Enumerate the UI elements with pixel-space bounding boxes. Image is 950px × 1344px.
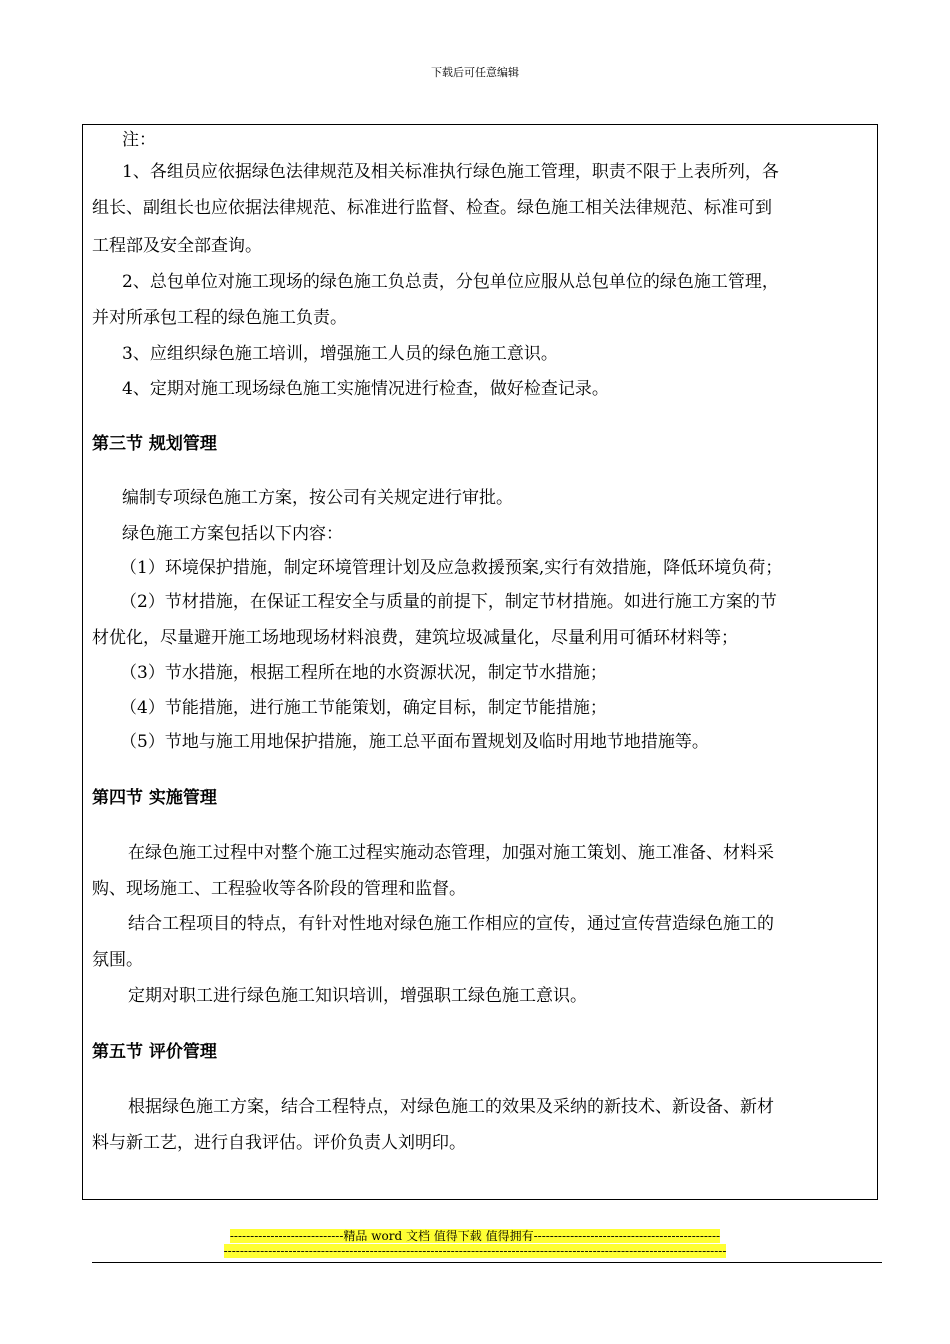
section-3-item-4: （4）节能措施，进行施工节能策划，确定目标，制定节能措施； [120,698,607,718]
section-3-paragraph-2: 绿色施工方案包括以下内容： [122,524,343,544]
section-3-heading: 第三节 规划管理 [92,434,217,454]
section-4-heading: 第四节 实施管理 [92,788,217,808]
section-5-paragraph-1-line-1: 根据绿色施工方案，结合工程特点，对绿色施工的效果及采纳的新技术、新设备、新材 [128,1097,774,1117]
note-2-line-1: 2、总包单位对施工现场的绿色施工负总责，分包单位应服从总包单位的绿色施工管理， [122,272,779,292]
section-4-paragraph-2-line-2: 氛围。 [92,950,143,970]
footer-banner-line-1: ----------------------------精品 word 文档 值得下载 值得拥有---------------------------------------------- [229,1229,721,1243]
section-4-paragraph-2-line-1: 结合工程项目的特点，有针对性地对绿色施工作相应的宣传，通过宣传营造绿色施工的 [128,914,774,934]
section-3-paragraph-1: 编制专项绿色施工方案，按公司有关规定进行审批。 [122,488,513,508]
note-4: 4、定期对施工现场绿色施工实施情况进行检查，做好检查记录。 [122,379,609,399]
footer-banner [0,1229,950,1243]
footer-banner-line-2: ---------------------------------------------------------------------------------------------------------------------------- [223,1244,727,1258]
note-3: 3、应组织绿色施工培训，增强施工人员的绿色施工意识。 [122,344,558,364]
notes-title: 注： [122,130,156,150]
section-4-paragraph-3: 定期对职工进行绿色施工知识培训，增强职工绿色施工意识。 [128,986,587,1006]
note-2-line-2: 并对所承包工程的绿色施工负责。 [92,308,347,328]
footer-divider [92,1262,882,1263]
section-3-item-5: （5）节地与施工用地保护措施，施工总平面布置规划及临时用地节地措施等。 [120,732,709,752]
section-3-item-1: （1）环境保护措施，制定环境管理计划及应急救援预案,实行有效措施，降低环境负荷； [120,558,783,578]
note-1-line-2: 组长、副组长也应依据法律规范、标准进行监督、检查。绿色施工相关法律规范、标准可到 [92,198,772,218]
section-5-paragraph-1-line-2: 料与新工艺，进行自我评估。评价负责人刘明印。 [92,1133,466,1153]
footer-banner-dashes [0,1244,950,1258]
section-5-heading: 第五节 评价管理 [92,1042,217,1062]
page-header: 下载后可任意编辑 [431,66,519,79]
section-3-item-3: （3）节水措施，根据工程所在地的水资源状况，制定节水措施； [120,663,607,683]
note-1-line-3: 工程部及安全部查询。 [92,236,262,256]
section-4-paragraph-1-line-1: 在绿色施工过程中对整个施工过程实施动态管理，加强对施工策划、施工准备、材料采 [128,843,774,863]
note-1-line-1: 1、各组员应依据绿色法律规范及相关标准执行绿色施工管理，职责不限于上表所列，各 [122,162,779,182]
section-4-paragraph-1-line-2: 购、现场施工、工程验收等各阶段的管理和监督。 [92,879,466,899]
section-3-item-2-line-1: （2）节材措施，在保证工程安全与质量的前提下，制定节材措施。如进行施工方案的节 [120,592,777,612]
section-3-item-2-line-2: 材优化，尽量避开施工场地现场材料浪费，建筑垃圾减量化，尽量利用可循环材料等； [92,628,738,648]
